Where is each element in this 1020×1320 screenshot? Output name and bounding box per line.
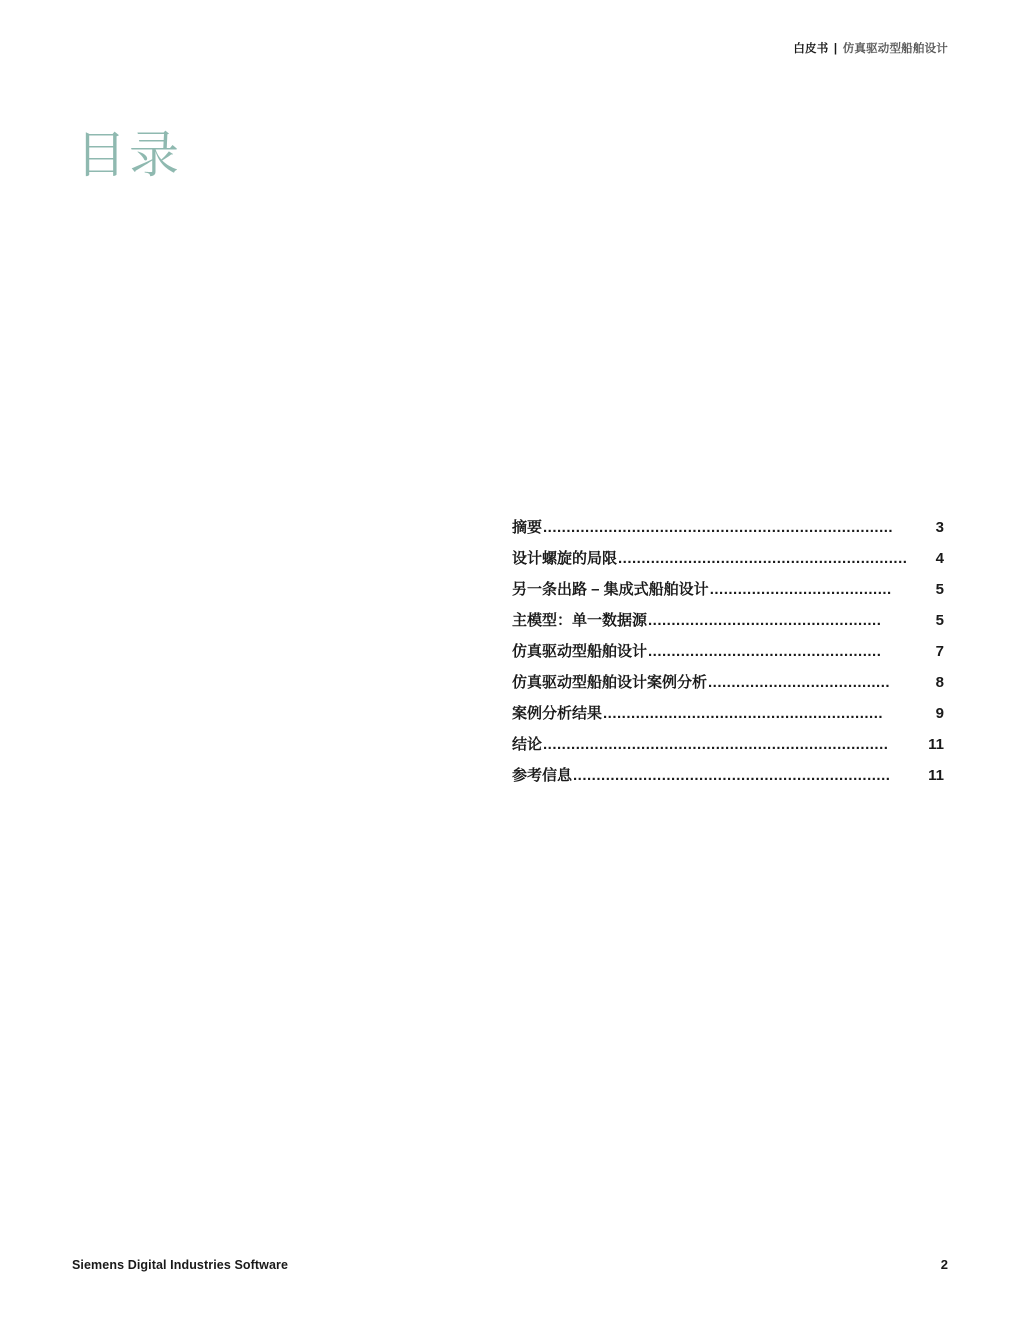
toc-entry-page: 3 (935, 519, 944, 536)
toc-entry-label: 另一条出路 – 集成式船舶设计 (512, 581, 709, 598)
footer-company: Siemens Digital Industries Software (72, 1258, 289, 1272)
toc-entry-label: 结论 (512, 736, 543, 753)
toc-entry-leader: .............................................................. (618, 550, 908, 567)
toc-entry-leader: ............................................................ (603, 705, 884, 722)
toc-entry-page: 11 (928, 736, 944, 753)
page-header (793, 40, 948, 56)
toc-entry-label: 摘要 (512, 519, 543, 536)
toc-entry[interactable] (512, 698, 944, 729)
toc-entry-page: 5 (935, 581, 944, 598)
toc-entry-leader: .......................................................................... (543, 736, 889, 753)
toc-entry-label: 仿真驱动型船舶设计案例分析 (512, 674, 708, 691)
toc-entry[interactable] (512, 512, 944, 543)
toc-entry-page: 5 (935, 612, 944, 629)
toc-entry[interactable] (512, 760, 944, 791)
footer-page-number: 2 (940, 1257, 948, 1272)
toc-entry-leader: .................................................................... (573, 767, 891, 784)
header-separator: | (833, 43, 838, 55)
toc-entry-page: 7 (935, 643, 944, 660)
toc-entry-label: 参考信息 (512, 767, 573, 784)
toc-entry-label: 主模型：单一数据源 (512, 612, 648, 629)
toc-entry[interactable] (512, 729, 944, 760)
toc-entry[interactable] (512, 605, 944, 636)
toc-entry-leader: .................................................. (648, 612, 882, 629)
toc-entry-page: 9 (935, 705, 944, 722)
toc-entry-page: 4 (935, 550, 944, 567)
toc-entry-page: 11 (928, 767, 944, 784)
toc-entry-page: 8 (935, 674, 944, 691)
page-title: 目录 (76, 127, 182, 183)
toc-entry[interactable] (512, 667, 944, 698)
toc-entry[interactable] (512, 636, 944, 667)
toc-entry-leader: .................................................. (648, 643, 882, 660)
toc-entry-leader: ....................................... (708, 674, 891, 691)
toc-entry-label: 案例分析结果 (512, 705, 603, 722)
table-of-contents (512, 512, 944, 791)
toc-entry-leader: ....................................... (709, 581, 892, 598)
header-title: 仿真驱动型船舶设计 (842, 43, 948, 55)
toc-entry-label: 仿真驱动型船舶设计 (512, 643, 648, 660)
toc-entry[interactable] (512, 543, 944, 574)
toc-entry-leader: ........................................................................... (543, 519, 894, 536)
header-doctype: 白皮书 (793, 43, 829, 55)
toc-entry-label: 设计螺旋的局限 (512, 550, 618, 567)
toc-entry[interactable] (512, 574, 944, 605)
